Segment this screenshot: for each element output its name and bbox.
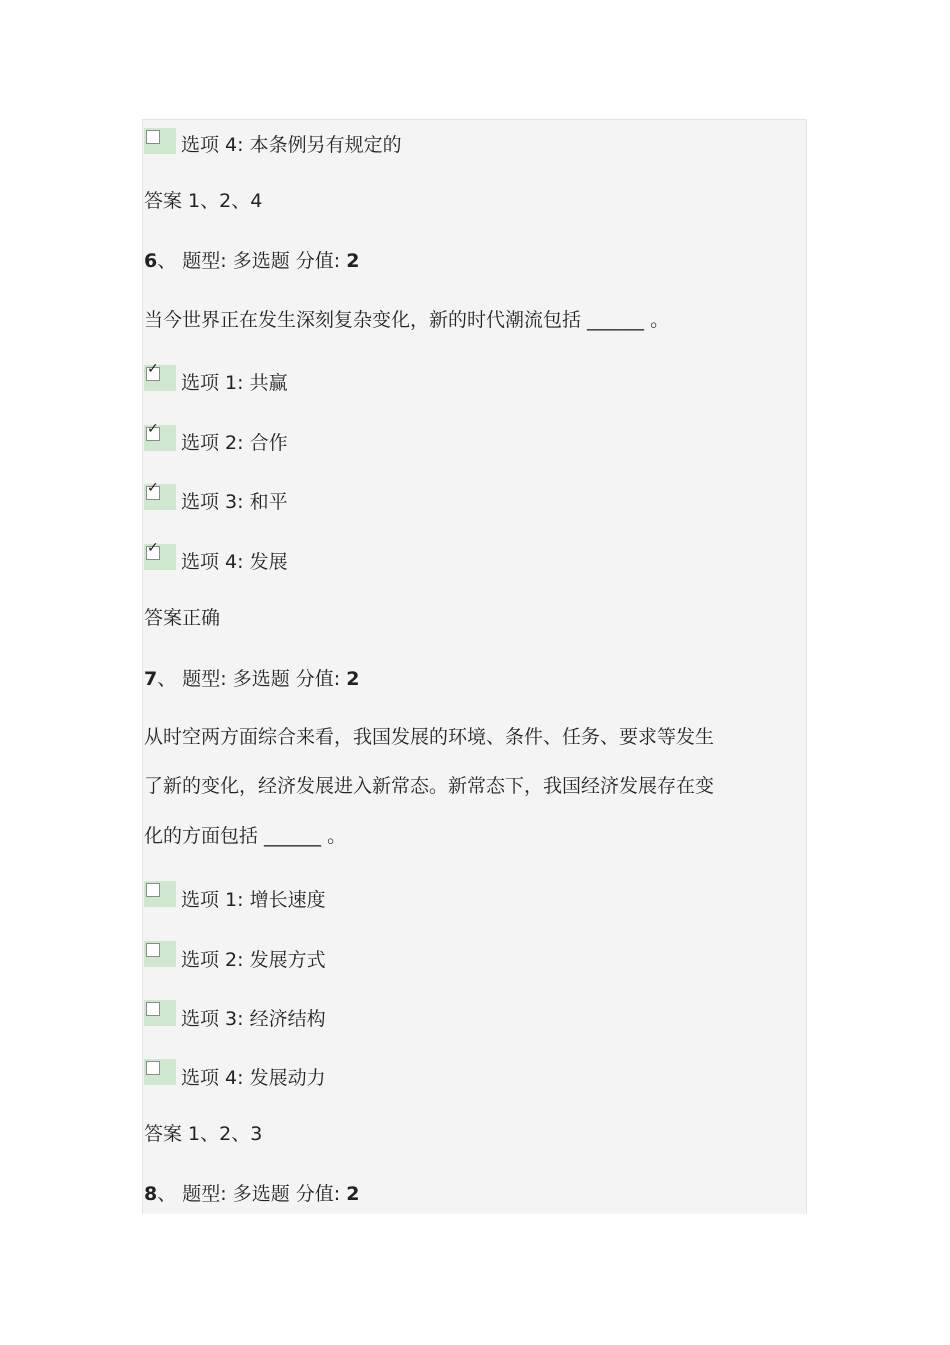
q6-stem: 当今世界正在发生深刻复杂变化，新的时代潮流包括 ______ 。: [144, 309, 670, 331]
q7-stem-line1: 从时空两方面综合来看，我国发展的环境、条件、任务、要求等发生: [144, 726, 715, 748]
q5-answer: 答案 1、2、4: [144, 190, 263, 212]
q6-number: 6: [144, 250, 158, 272]
checkbox-q7-option1[interactable]: [144, 881, 176, 907]
check-icon: ✓: [147, 361, 159, 377]
checkbox-q7-option2[interactable]: [144, 941, 176, 967]
q8-header: [144, 1182, 359, 1206]
q8-score: 2: [346, 1183, 360, 1205]
q6-option3-label: 选项 3: 和平: [181, 491, 288, 513]
q6-option4-label: 选项 4: 发展: [181, 551, 288, 573]
checkbox-q6-option3[interactable]: [144, 480, 176, 510]
checkbox-q5-option4[interactable]: [144, 128, 176, 154]
q7-option2-label: 选项 2: 发展方式: [181, 949, 326, 971]
q7-answer: 答案 1、2、3: [144, 1123, 263, 1145]
q6-answer: 答案正确: [144, 607, 221, 629]
q6-header: [144, 249, 359, 273]
q6-option1-label: 选项 1: 共赢: [181, 372, 288, 394]
q6-type: 、 题型: 多选题 分值:: [157, 250, 347, 272]
checkbox-q6-option4[interactable]: [144, 540, 176, 570]
q6-score: 2: [346, 250, 360, 272]
q8-type: 、 题型: 多选题 分值:: [157, 1183, 347, 1205]
q7-option4-label: 选项 4: 发展动力: [181, 1067, 326, 1089]
checkbox-q6-option1[interactable]: [144, 361, 176, 391]
checkbox-q7-option4[interactable]: [144, 1059, 176, 1085]
q5-option4-label: 选项 4: 本条例另有规定的: [181, 134, 402, 156]
check-icon: ✓: [147, 480, 159, 496]
q7-stem-line2: 了新的变化，经济发展进入新常态。新常态下，我国经济发展存在变: [144, 775, 715, 797]
q6-option2-label: 选项 2: 合作: [181, 432, 288, 454]
checkbox-q7-option3[interactable]: [144, 1000, 176, 1026]
check-icon: ✓: [147, 540, 159, 556]
checkbox-q6-option2[interactable]: [144, 421, 176, 451]
check-icon: ✓: [147, 421, 159, 437]
q8-number: 8: [144, 1183, 158, 1205]
q7-number: 7: [144, 668, 158, 690]
q7-score: 2: [346, 668, 360, 690]
q7-stem-line3: 化的方面包括 ______ 。: [144, 825, 347, 847]
q7-option3-label: 选项 3: 经济结构: [181, 1008, 326, 1030]
q7-option1-label: 选项 1: 增长速度: [181, 889, 326, 911]
q7-type: 、 题型: 多选题 分值:: [157, 668, 347, 690]
q7-header: [144, 667, 359, 691]
